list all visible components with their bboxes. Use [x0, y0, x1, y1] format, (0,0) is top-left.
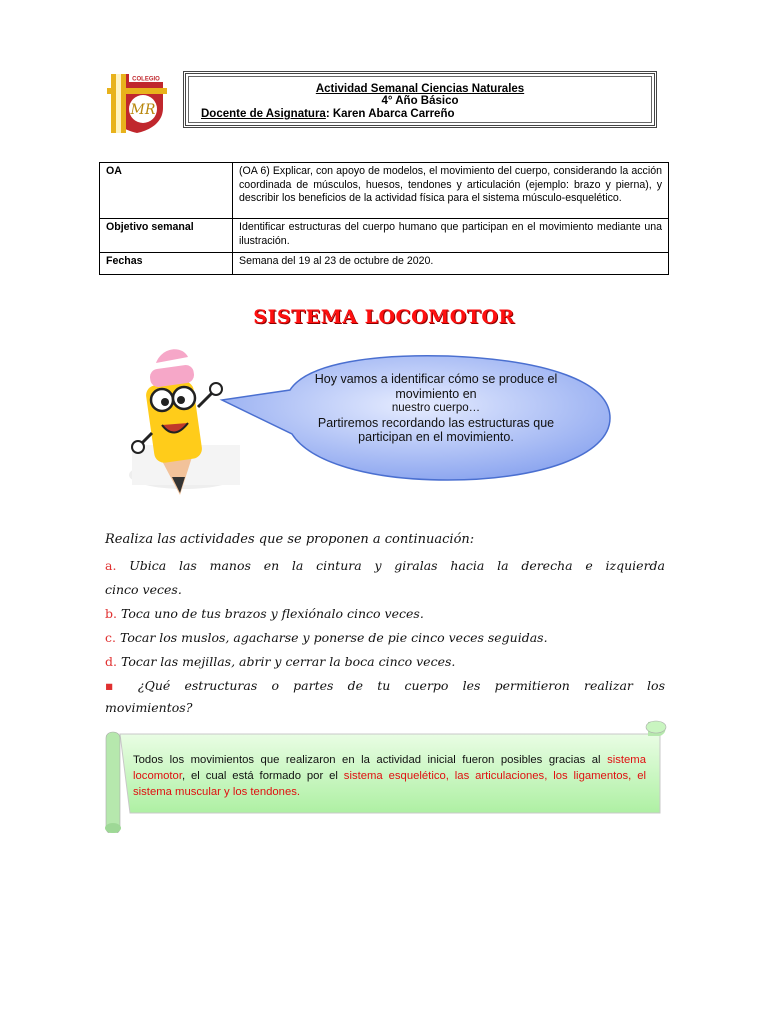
row-label: Objetivo semanal [100, 219, 233, 253]
activity-marker: b. [105, 606, 117, 621]
teacher-name: : Karen Abarca Carreño [325, 108, 455, 120]
row-value: Semana del 19 al 23 de octubre de 2020. [233, 253, 669, 275]
activity-marker: d. [105, 654, 117, 669]
activity-marker: a. [105, 558, 117, 573]
header-grade: 4° Año Básico [381, 95, 459, 107]
teacher-label: Docente de Asignatura [201, 108, 326, 120]
page-title: SISTEMA LOCOMOTOR [253, 306, 515, 328]
term-components: sistema esquelético, las articulaciones, los ligamentos, el sistema muscular y los tendones. [133, 770, 647, 798]
activity-marker: c. [105, 630, 116, 645]
bubble-line-3: Partiremos recordando las estructuras que participan en el movimiento. [317, 415, 555, 444]
row-label: Fechas [100, 253, 233, 275]
row-value: (OA 6) Explicar, con apoyo de modelos, el movimiento del cuerpo, considerando la acción coordinada de músculos, huesos, tendones y articulación (ejemplo: brazo y pierna), y describir los beneficios de la actividad física para el sistema músculo-esquelético. [233, 163, 669, 219]
bullet-icon: ▪ [105, 678, 124, 693]
activity-a-line2: cinco veces. [105, 582, 182, 597]
activity-c: c. Tocar los muslos, agacharse y ponerse de pie cinco veces seguidas. [105, 630, 548, 645]
activities-heading: Realiza las actividades que se proponen a continuación: [105, 532, 475, 547]
logo-banner-text: COLEGIO [132, 76, 160, 83]
bubble-line-2: nuestro cuerpo… [391, 402, 481, 414]
activity-a-line1: a. Ubica las manos en la cintura y giralas hacia la derecha e izquierda [105, 558, 665, 573]
header-teacher [201, 108, 455, 120]
logo-monogram: MR [130, 102, 156, 118]
table-row [100, 219, 669, 253]
bubble-text [300, 372, 572, 445]
school-logo [107, 72, 167, 134]
bubble-line-1: Hoy vamos a identificar cómo se produce el movimiento en [314, 372, 558, 401]
row-value: Identificar estructuras del cuerpo humano que participan en el movimiento mediante una ilustración. [233, 219, 669, 253]
table-row [100, 163, 669, 219]
question-line1: ▪ ¿Qué estructuras o partes de tu cuerpo les permitieron realizar los [105, 678, 665, 693]
term-sistema-locomotor: sistema locomotor [133, 754, 646, 782]
note-text: Todos los movimientos que realizaron en la actividad inicial fueron posibles gracias al sistema locomotor, el cual está formado por el sistema esquelético, las articulaciones, los ligamentos, el sistema muscular y los tendones. [133, 754, 647, 798]
question-line2: movimientos? [105, 700, 193, 715]
row-label: OA [100, 163, 233, 219]
activity-d: d. Tocar las mejillas, abrir y cerrar la boca cinco veces. [105, 654, 456, 669]
header-box [183, 71, 657, 128]
activity-b: b. Toca uno de tus brazos y flexiónalo cinco veces. [105, 606, 424, 621]
header-subject: Actividad Semanal Ciencias Naturales [315, 83, 525, 95]
info-table [99, 162, 669, 275]
table-row [100, 253, 669, 275]
